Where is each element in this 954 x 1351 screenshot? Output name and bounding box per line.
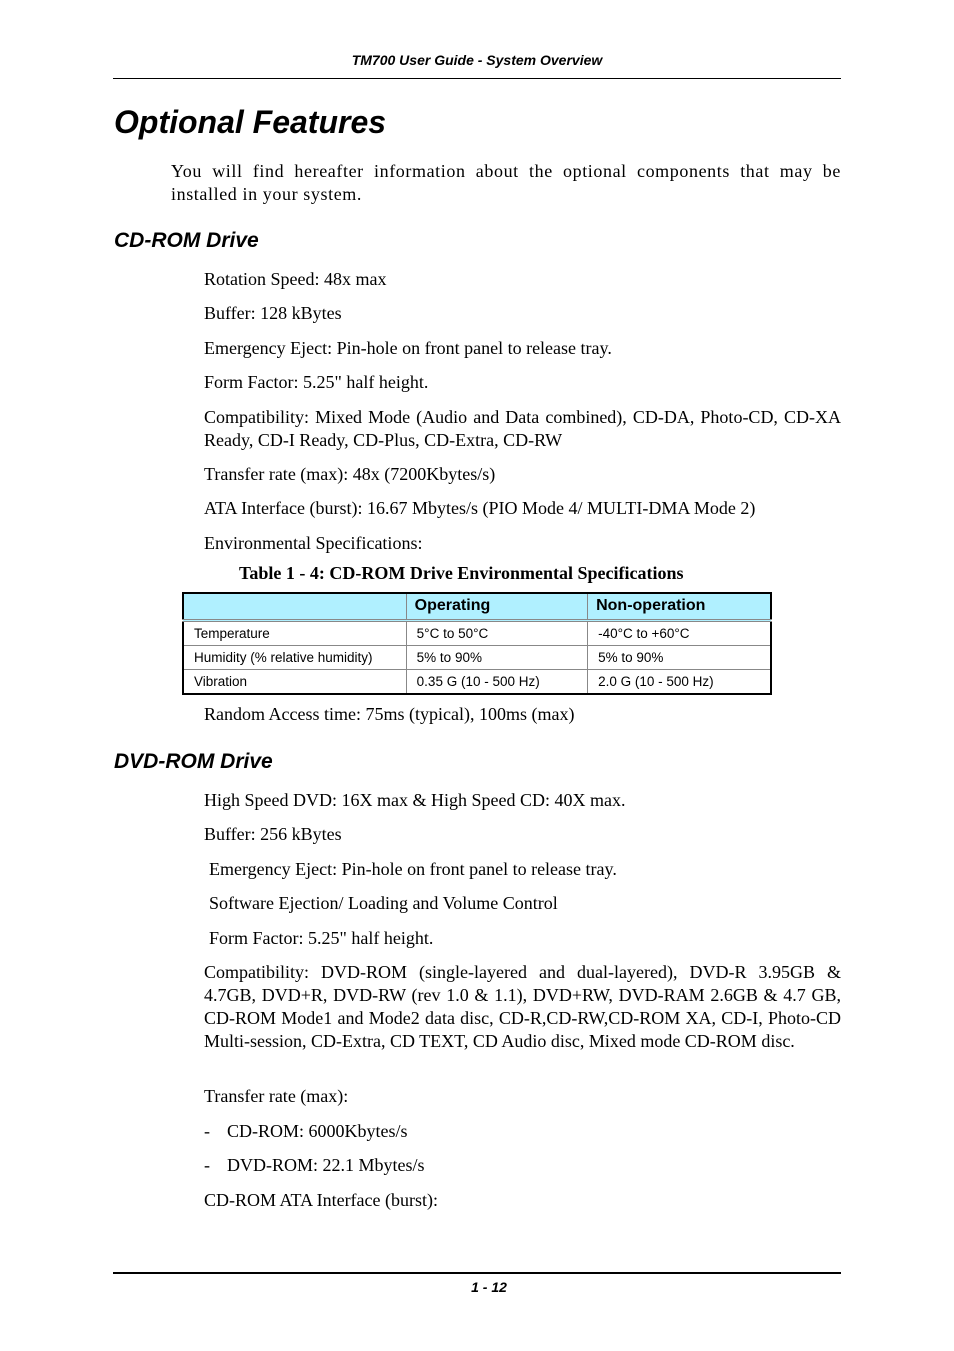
table-row <box>183 621 771 646</box>
bullet-dash: - <box>204 1121 210 1141</box>
list-item <box>204 1120 841 1143</box>
table-row <box>183 670 771 695</box>
table-cell: Temperature <box>183 621 406 646</box>
page-title: Optional Features <box>114 104 387 140</box>
dvdrom-emergency-eject: Emergency Eject: Pin-hole on front panel to release tray. <box>209 859 617 879</box>
dvdrom-software-ejection: Software Ejection/ Loading and Volume Control <box>209 893 558 913</box>
cdrom-compatibility: Compatibility: Mixed Mode (Audio and Data combined), CD-DA, Photo-CD, CD-XA Ready, CD-I Ready, CD-Plus, CD-Extra, CD-RW <box>204 407 841 450</box>
bullet-text-dvdrom: DVD-ROM: 22.1 Mbytes/s <box>227 1155 425 1175</box>
page-number: 1 - 12 <box>471 1279 507 1295</box>
cdrom-heading: CD-ROM Drive <box>114 229 259 252</box>
cdrom-emergency-eject: Emergency Eject: Pin-hole on front panel to release tray. <box>204 338 612 358</box>
dvdrom-heading: DVD-ROM Drive <box>114 750 273 773</box>
table-cell: 0.35 G (10 - 500 Hz) <box>406 670 587 695</box>
table-header-operating: Operating <box>406 593 587 621</box>
bullet-text-cdrom: CD-ROM: 6000Kbytes/s <box>227 1121 408 1141</box>
table-cell: Humidity (% relative humidity) <box>183 646 406 670</box>
cdrom-form-factor: Form Factor: 5.25" half height. <box>204 372 429 392</box>
cdrom-random-access: Random Access time: 75ms (typical), 100ms (max) <box>204 704 575 724</box>
header-rule <box>113 78 841 79</box>
cdrom-environmental-label: Environmental Specifications: <box>204 533 423 553</box>
table-header-row <box>183 593 771 621</box>
dvdrom-buffer: Buffer: 256 kBytes <box>204 824 342 844</box>
environmental-spec-table <box>182 592 772 695</box>
table-cell: 5% to 90% <box>588 646 771 670</box>
table-cell: 5°C to 50°C <box>406 621 587 646</box>
table-cell: 5% to 90% <box>406 646 587 670</box>
dvdrom-high-speed: High Speed DVD: 16X max & High Speed CD: 40X max. <box>204 790 626 810</box>
table-cell: 2.0 G (10 - 500 Hz) <box>588 670 771 695</box>
dvdrom-compatibility: Compatibility: DVD-ROM (single-layered and dual-layered), DVD-R 3.95GB & 4.7GB, DVD+R, DVD-RW (rev 1.0 & 1.1), DVD+RW, DVD-RAM 2.6GB & 4.7 GB, CD-ROM Mode1 and Mode2 data disc, CD-R,CD-RW,CD-ROM XA, CD-I, Photo-CD Multi-session, CD-Extra, CD TEXT, CD Audio disc, Mixed mode CD-ROM disc. <box>204 962 841 1051</box>
table-cell: -40°C to +60°C <box>588 621 771 646</box>
table-caption: Table 1 - 4: CD-ROM Drive Environmental Specifications <box>239 563 684 583</box>
dvdrom-transfer-rate: Transfer rate (max): <box>204 1086 349 1106</box>
list-item <box>204 1154 841 1177</box>
bullet-dash: - <box>204 1155 210 1175</box>
intro-paragraph: You will find hereafter information about the optional components that may be installed in your system. <box>171 161 841 204</box>
cdrom-transfer-rate: Transfer rate (max): 48x (7200Kbytes/s) <box>204 464 496 484</box>
table-cell: Vibration <box>194 674 248 689</box>
table-header-blank <box>183 593 406 621</box>
table-row <box>183 646 771 670</box>
table-header-non-operation: Non-operation <box>588 593 771 621</box>
dvdrom-ata-interface: CD-ROM ATA Interface (burst): <box>204 1190 439 1210</box>
dvdrom-form-factor: Form Factor: 5.25" half height. <box>209 928 434 948</box>
cdrom-ata-interface: ATA Interface (burst): 16.67 Mbytes/s (PIO Mode 4/ MULTI-DMA Mode 2) <box>204 498 756 518</box>
running-header: TM700 User Guide - System Overview <box>351 52 603 68</box>
footer-rule <box>113 1272 841 1274</box>
cdrom-rotation-speed: Rotation Speed: 48x max <box>204 269 387 289</box>
cdrom-buffer: Buffer: 128 kBytes <box>204 303 342 323</box>
